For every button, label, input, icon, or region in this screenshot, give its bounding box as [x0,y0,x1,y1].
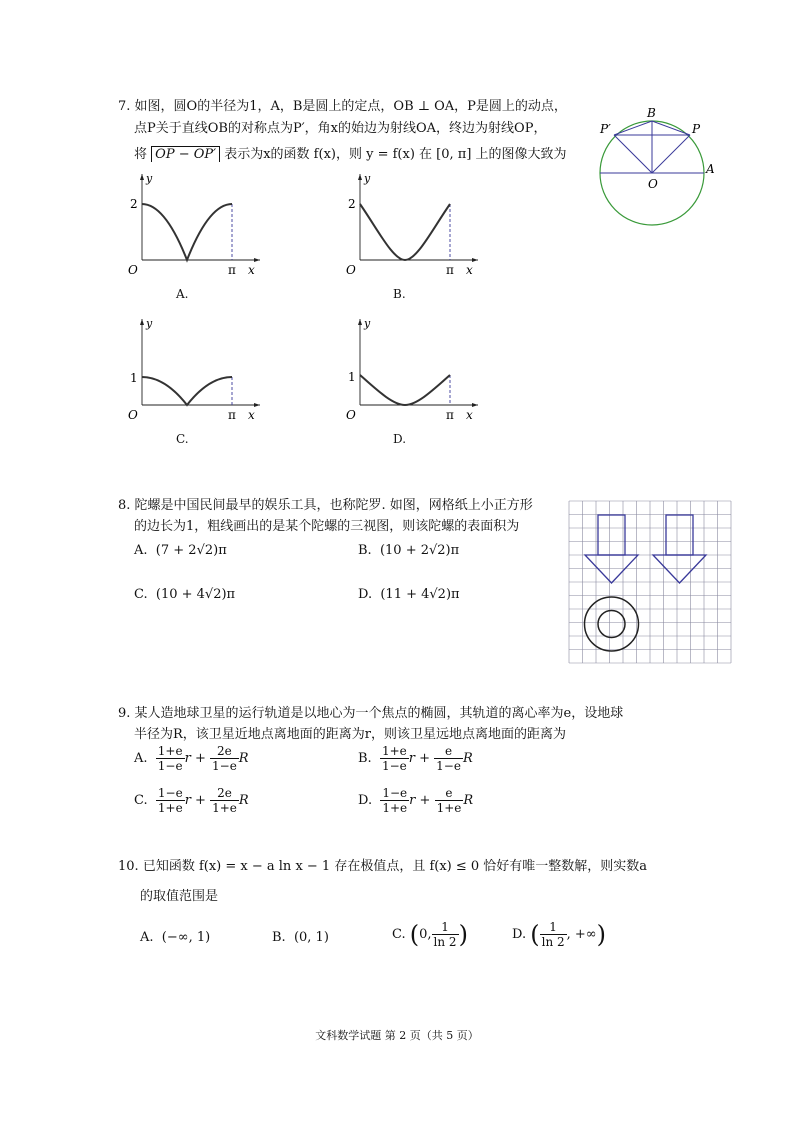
label-o: O [648,177,658,191]
q10-option-c: C. (0, $\frac{1}{\ln 2}$ ) [392,920,468,949]
svg-text:1: 1 [130,371,138,385]
label-a: A [706,162,715,176]
svg-text:y: y [146,172,153,185]
svg-text:y: y [364,172,371,185]
q7-graph-d [338,315,488,430]
svg-text:2: 2 [348,197,356,211]
q9-option-a: A. $\frac{1+e}{1-e}$ r + $\frac{2e}{1-e}$ R [134,744,249,773]
q8-option-d: D. (11 + 4√2)π [358,587,460,602]
graph-a-caption: A. [176,287,189,301]
graph-b-caption: B. [393,287,406,301]
svg-text:π: π [446,263,454,277]
graph-d-caption: D. [393,432,407,446]
svg-text:x: x [466,263,473,277]
q7-line-1: 7. 如图，圆O的半径为1，A，B是圆上的定点，OB ⊥ OA，P是圆上的动点， [118,99,567,114]
curve-c [142,377,232,405]
abs-vector-expression: OP − OP′ [151,146,220,162]
segment-bp [652,121,690,135]
svg-text:π: π [228,408,236,422]
q10-option-d: D. ( $\frac{1}{\ln 2}$ , +∞) [512,920,606,949]
q8-three-view-figure [568,500,732,666]
q7-line-3: 将 OP − OP′ 表示为x的函数 f(x)，则 y = f(x) 在 [0, π] 上的图像大致为 [134,147,567,162]
page-footer: 文科数学试题 第 2 页（共 5 页） [315,1029,479,1042]
svg-text:O: O [128,263,138,277]
graph-c-caption: C. [176,432,189,446]
curve-d [360,375,450,405]
svg-text:O: O [128,408,138,422]
q9-line-1: 9. 某人造地球卫星的运行轨道是以地心为一个焦点的椭圆，其轨道的离心率为e，设地球 [118,706,624,721]
svg-text:π: π [446,408,454,422]
segment-opp [614,135,652,173]
q7-graph-c [120,315,270,430]
segment-op [652,135,690,173]
q9-option-d: D. $\frac{1-e}{1+e}$ r + $\frac{e}{1+e}$ R [358,786,474,815]
svg-text:y: y [146,317,153,330]
front-view-top [598,515,625,555]
q10-option-a: A. (−∞, 1) [140,930,211,945]
svg-text:x: x [466,408,473,422]
svg-text:O: O [346,408,356,422]
curve-a [142,204,232,260]
svg-text:x: x [248,408,255,422]
svg-text:x: x [248,263,255,277]
q8-option-b: B. (10 + 2√2)π [358,543,460,558]
front-view-cone [585,555,638,583]
top-view-outer [585,597,639,651]
top-view-inner [598,611,625,638]
q10-line-2: 的取值范围是 [140,889,219,904]
q10-option-b: B. (0, 1) [272,930,329,945]
q8-line-2: 的边长为1，粗线画出的是某个陀螺的三视图，则该陀螺的表面积为 [134,519,520,534]
svg-text:y: y [364,317,371,330]
q8-line-1: 8. 陀螺是中国民间最早的娱乐工具，也称陀罗. 如图，网格纸上小正方形 [118,498,533,513]
label-b: B [647,106,656,120]
grid-paper [569,501,731,663]
q7-graph-a [120,170,270,285]
q9-line-2: 半径为R，该卫星近地点离地面的距离为r，则该卫星远地点离地面的距离为 [134,727,567,742]
q7-circle-figure [598,98,728,228]
q7-graph-b [338,170,488,285]
q9-option-c: C. $\frac{1-e}{1+e}$ r + $\frac{2e}{1+e}$ R [134,786,249,815]
q8-option-a: A. (7 + 2√2)π [134,543,227,558]
label-pprime: P′ [600,122,611,136]
svg-text:2: 2 [130,197,138,211]
q9-option-b: B. $\frac{1+e}{1-e}$ r + $\frac{e}{1-e}$ R [358,744,473,773]
svg-text:π: π [228,263,236,277]
q10-line-1: 10. 已知函数 f(x) = x − a ln x − 1 存在极值点，且 f(x) ≤ 0 恰好有唯一整数解，则实数a [118,859,648,874]
side-view-cone [653,555,706,583]
q7-line-2: 点P关于直线OB的对称点为P′，角x的始边为射线OA，终边为射线OP， [134,121,547,136]
svg-text:1: 1 [348,370,356,384]
q8-option-c: C. (10 + 4√2)π [134,587,236,602]
svg-text:O: O [346,263,356,277]
curve-b [360,204,450,260]
side-view-top [666,515,693,555]
label-p: P [692,122,701,136]
segment-bpp [614,121,652,135]
